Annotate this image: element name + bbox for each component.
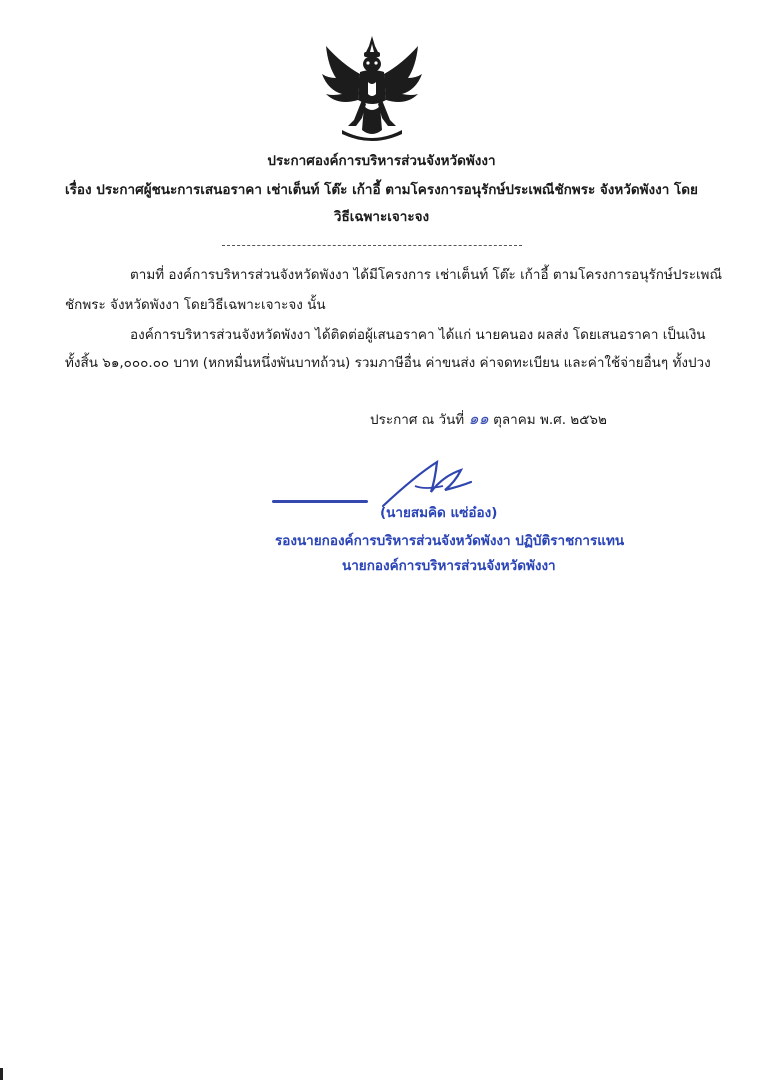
announcement-title: ประกาศองค์การบริหารส่วนจังหวัดพังงา: [267, 153, 496, 169]
garuda-emblem-icon: [318, 34, 426, 146]
announcement-date: [370, 410, 607, 429]
date-month-year: ตุลาคม พ.ศ. ๒๕๖๒: [493, 412, 607, 428]
signatory-position-line-1: รองนายกองค์การบริหารส่วนจังหวัดพังงา ปฏิบัติราชการแทน: [275, 533, 625, 549]
paragraph-1-line-2: ชักพระ จังหวัดพังงา โดยวิธีเฉพาะเจาะจง นั้น: [65, 297, 326, 313]
header-divider: [222, 245, 522, 246]
date-day-handwritten: ๑๑: [468, 409, 489, 428]
subject-line-1: เรื่อง ประกาศผู้ชนะการเสนอราคา เช่าเต็นท์ โต๊ะ เก้าอี้ ตามโครงการอนุรักษ์ประเพณีชักพระ จังหวัดพังงา โดย: [65, 182, 698, 198]
scan-edge-mark: [0, 1068, 3, 1080]
paragraph-1-line-1: ตามที่ องค์การบริหารส่วนจังหวัดพังงา ได้มีโครงการ เช่าเต็นท์ โต๊ะ เก้าอี้ ตามโครงการอนุรักษ์ประเพณี: [130, 267, 722, 283]
paragraph-2-line-2: ทั้งสิ้น ๖๑,๐๐๐.๐๐ บาท (หกหมื่นหนึ่งพันบาทถ้วน) รวมภาษีอื่น ค่าขนส่ง ค่าจดทะเบียน และค่าใช้จ่ายอื่นๆ ทั้งปวง: [65, 355, 711, 371]
signatory-position-line-2: นายกองค์การบริหารส่วนจังหวัดพังงา: [342, 558, 556, 574]
subject-line-2: วิธีเฉพาะเจาะจง: [333, 209, 430, 225]
date-prefix: ประกาศ ณ วันที่: [370, 412, 465, 428]
signatory-name: (นายสมคิด แซ่อ๋อง): [380, 505, 498, 521]
paragraph-2-line-1: องค์การบริหารส่วนจังหวัดพังงา ได้ติดต่อผู้เสนอราคา ได้แก่ นายคนอง ผลส่ง โดยเสนอราคา เป็นเงิน: [130, 327, 706, 343]
